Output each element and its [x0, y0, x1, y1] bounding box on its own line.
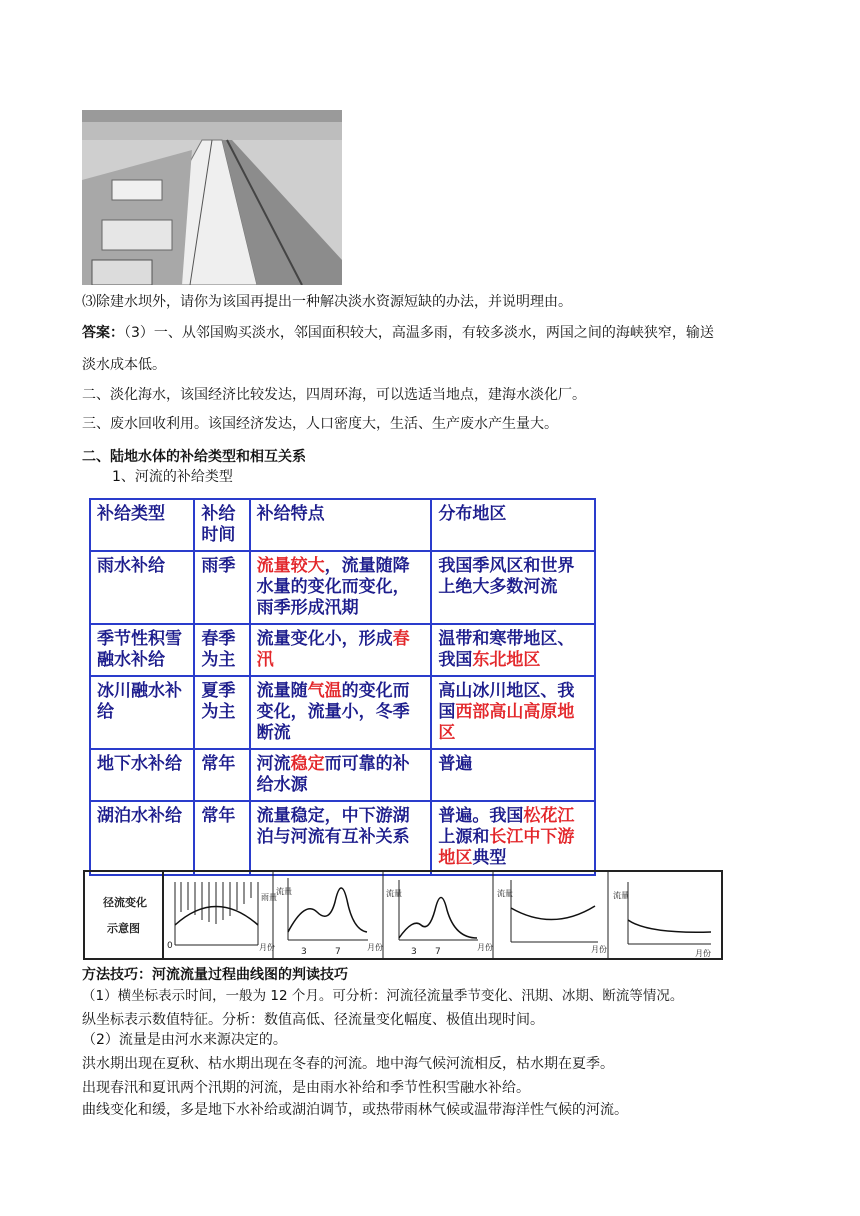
cell-text-segment: 流量随: [256, 681, 308, 701]
method-title: 方法技巧：河流流量过程曲线图的判读技巧: [82, 967, 348, 983]
cell-region: [431, 676, 595, 749]
cell-feature: [250, 624, 432, 676]
curve-panel-groundwater: [497, 880, 607, 954]
cell-region: [431, 551, 595, 624]
tick-7: 7: [435, 947, 441, 957]
cell-text-segment: 东北地区: [472, 650, 541, 670]
cell-feature: [250, 551, 432, 624]
cell-type: 地下水补给: [90, 749, 194, 801]
cell-text-segment: 典型: [472, 848, 507, 868]
cell-time: 雨季: [194, 551, 249, 624]
cell-text-segment: 西部高山高原地区: [438, 702, 575, 743]
cell-text-segment: 流量稳定，中下游湖泊与河流有互补关系: [256, 806, 410, 847]
curve-panel-lake: [613, 882, 711, 958]
table-row: [90, 749, 595, 801]
method-line-1: （1）横坐标表示时间，一般为 12 个月。可分析：河流径流量季节变化、汛期、冰期、断流等情况。: [82, 988, 684, 1004]
header-feature: 补给特点: [250, 499, 432, 551]
cell-text-segment: 春汛: [256, 629, 410, 670]
cell-feature: [250, 676, 432, 749]
cell-text-segment: 流量变化小，形成: [256, 629, 393, 649]
cell-text-segment: 普遍: [438, 754, 473, 774]
method-line-3: （2）流量是由河水来源决定的。: [82, 1032, 287, 1048]
curve-panel-snow-rain: [276, 878, 383, 957]
y-axis-label: 流量: [276, 887, 292, 896]
table-row: [90, 624, 595, 676]
answer-line-3: 二、淡化海水，该国经济比较发达，四周环海，可以选适当地点，建海水淡化厂。: [82, 387, 586, 403]
header-time: 补给时间: [194, 499, 249, 551]
cell-region: [431, 624, 595, 676]
method-line-2: 纵坐标表示数值特征。分析：数值高低、径流量变化幅度、极值出现时间。: [82, 1012, 544, 1028]
tick-7: 7: [335, 947, 341, 957]
cell-text-segment: 气温: [307, 681, 342, 701]
runoff-curves-svg: [83, 870, 723, 960]
cell-text-segment: 河流: [256, 754, 291, 774]
table-row: [90, 676, 595, 749]
y2-axis-label: 雨量: [261, 893, 277, 902]
cell-text-segment: 我国季风区和世界上绝大多数河流: [438, 556, 575, 597]
runoff-curves-figure: [83, 870, 723, 960]
cell-feature: [250, 749, 432, 801]
x-axis-label: 月份: [367, 943, 383, 952]
cell-time: 春季为主: [194, 624, 249, 676]
cell-text-segment: 上源和: [438, 827, 490, 847]
curve-panel-glacier: [386, 880, 493, 957]
cell-type: 季节性积雪融水补给: [90, 624, 194, 676]
cell-time: 常年: [194, 749, 249, 801]
y-axis-label: 流量: [386, 889, 402, 898]
cell-region: [431, 801, 595, 875]
cell-region: [431, 749, 595, 801]
method-line-6: 曲线变化和缓，多是地下水补给或湖泊调节，或热带雨林气候或温带海洋性气候的河流。: [82, 1102, 628, 1118]
x-axis-label: 月份: [695, 949, 711, 958]
cell-text-segment: 高山冰川地区、我国: [438, 681, 575, 722]
method-line-5: 出现春汛和夏讯两个汛期的河流，是由雨水补给和季节性积雪融水补给。: [82, 1080, 530, 1096]
curve-panel-rain: [167, 882, 277, 952]
table-header-row: [90, 499, 595, 551]
dam-photo-icon: [82, 110, 342, 285]
x-axis-label: 月份: [591, 945, 607, 954]
x-axis-label: 月份: [477, 943, 493, 952]
answer-label: 答案：: [82, 325, 124, 341]
question-3: ⑶除建水坝外，请你为该国再提出一种解决淡水资源短缺的办法，并说明理由。: [82, 294, 572, 310]
tick-0: 0: [167, 941, 173, 951]
y-axis-label: 流量: [497, 889, 513, 898]
dam-photo: [82, 110, 342, 285]
subsection-title: 1、河流的补给类型: [112, 469, 233, 485]
cell-text-segment: ，流量随降水量的变化而变化，雨季形成汛期: [256, 556, 410, 618]
answer-line-4: 三、废水回收利用。该国经济发达，人口密度大，生活、生产废水产生量大。: [82, 416, 558, 432]
method-line-4: 洪水期出现在夏秋、枯水期出现在冬春的河流。地中海气候河流相反，枯水期在夏季。: [82, 1056, 614, 1072]
answer-text-1: （3）一、从邻国购买淡水，邻国面积较大，高温多雨，有较多淡水，两国之间的海峡狭窄，输送: [124, 325, 714, 341]
header-region: 分布地区: [431, 499, 595, 551]
y-axis-label: 流量: [613, 891, 629, 900]
table-row: [90, 801, 595, 875]
supply-type-table: [89, 498, 596, 876]
cell-text-segment: 长江中下游地区: [438, 827, 575, 868]
cell-time: 常年: [194, 801, 249, 875]
cell-text-segment: 而可靠的补给水源: [256, 754, 410, 795]
table-row: [90, 551, 595, 624]
cell-type: 冰川融水补给: [90, 676, 194, 749]
cell-text-segment: 温带和寒带地区、我国: [438, 629, 575, 670]
cell-text-segment: 普遍。我国: [438, 806, 524, 826]
tick-3: 3: [411, 947, 417, 957]
header-type: 补给类型: [90, 499, 194, 551]
cell-type: 雨水补给: [90, 551, 194, 624]
tick-3: 3: [301, 947, 307, 957]
cell-time: 夏季为主: [194, 676, 249, 749]
cell-text-segment: 稳定: [290, 754, 325, 774]
cell-type: 湖泊水补给: [90, 801, 194, 875]
cell-text-segment: 松花江: [523, 806, 575, 826]
cell-text-segment: 的变化而变化，流量小，冬季断流: [256, 681, 410, 743]
answer-line-1: [82, 323, 714, 343]
cell-text-segment: 流量较大: [256, 556, 325, 576]
answer-line-2: 淡水成本低。: [82, 357, 166, 373]
curves-label-1: 径流变化: [103, 896, 147, 909]
curves-label-2: 示意图: [107, 922, 140, 935]
section-title: 二、陆地水体的补给类型和相互关系: [82, 449, 306, 465]
x-axis-label: 月份: [259, 943, 275, 952]
cell-feature: [250, 801, 432, 875]
